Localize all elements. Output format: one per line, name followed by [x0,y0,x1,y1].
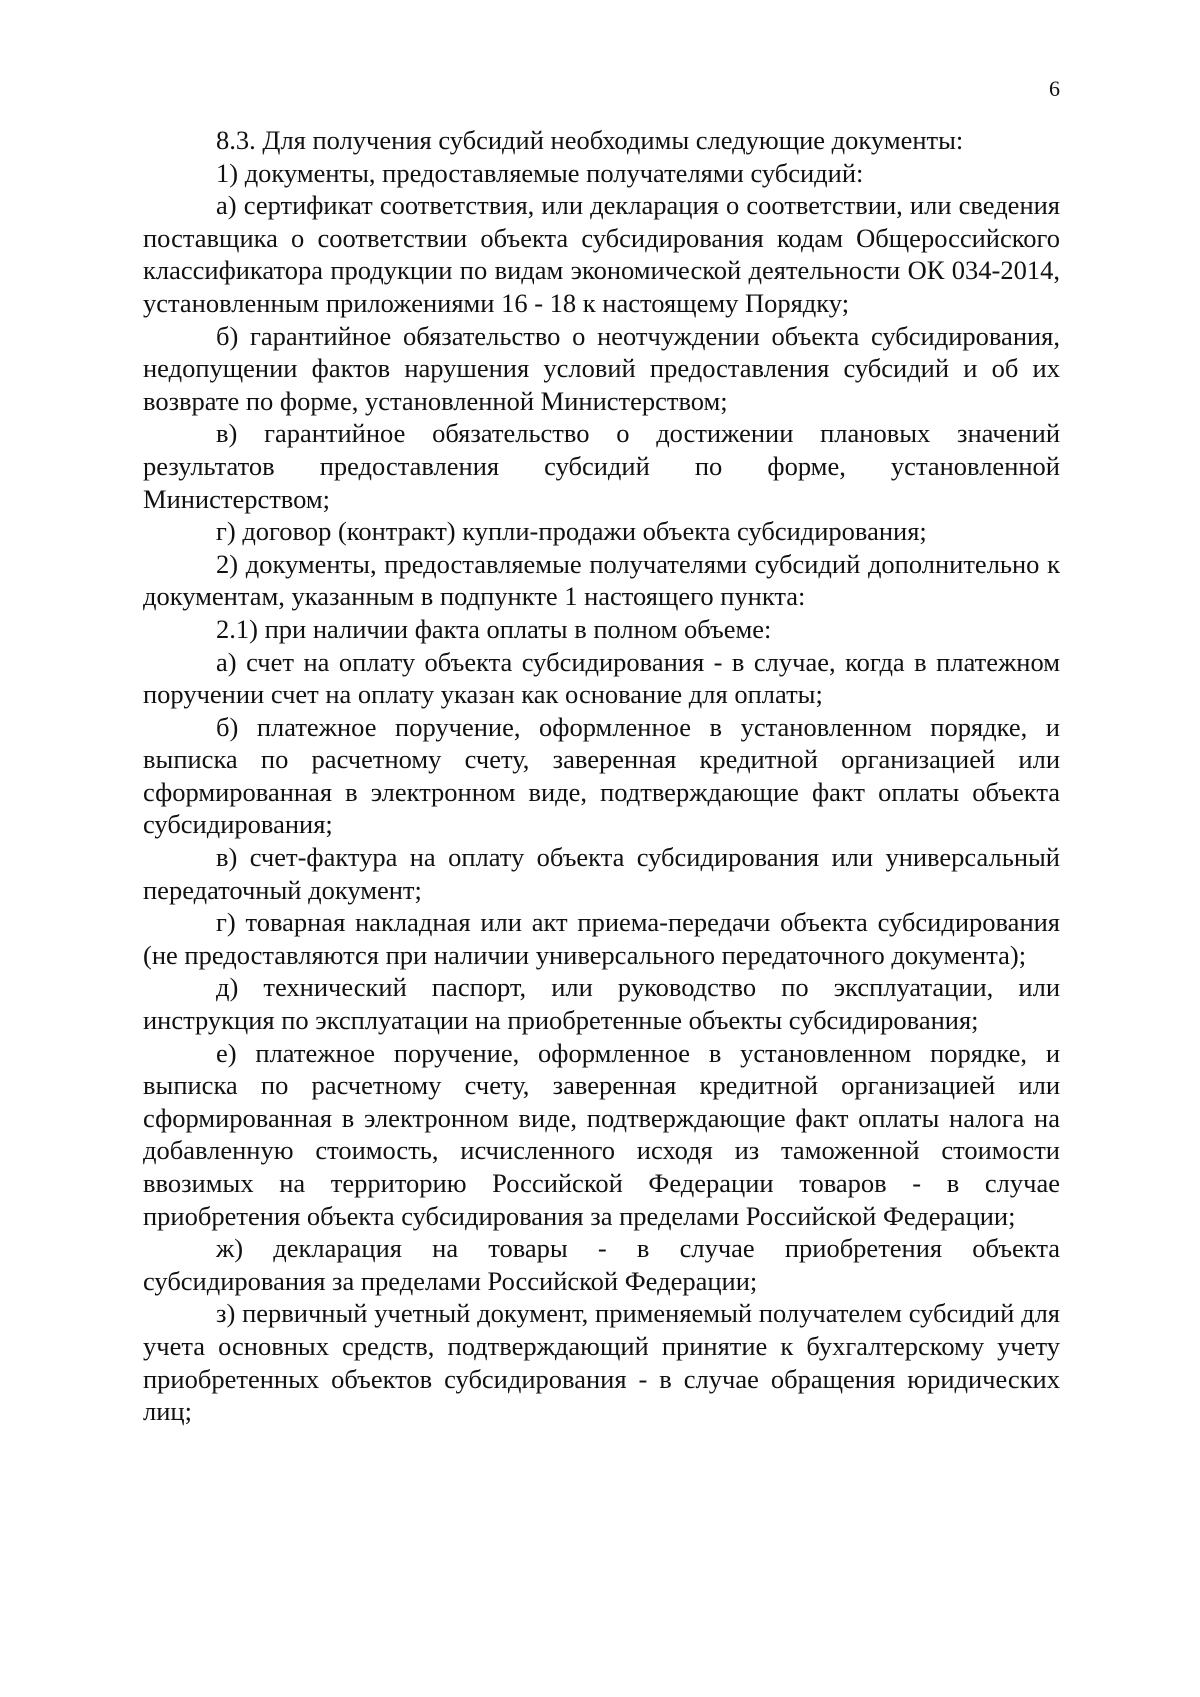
paragraph-item-1: 1) документы, предоставляемые получателями субсидий: [216,157,864,188]
paragraph-item-2-1: 2.1) при наличии факта оплаты в полном объеме: [216,613,772,644]
paragraph-item-1v: в) гарантийное обязательство о достижении плановых значений результатов предоставления субсидий по форме, установленной Министерством; [143,418,1060,514]
paragraph-item-1b: б) гарантийное обязательство о неотчуждении объекта субсидирования, недопущении фактов нарушения условий предоставления субсидий и об их возврате по форме, установленной Министерством; [143,320,1060,416]
paragraph-item-2-1b: б) платежное поручение, оформленное в установленном порядке, и выписка по расчетному счету, заверенная кредитной организацией или сформированная в электронном виде, подтверждающие факт оплаты объекта субсидирования; [143,711,1060,840]
paragraph-item-2-1e: е) платежное поручение, оформленное в установленном порядке, и выписка по расчетному счету, заверенная кредитной организацией или сформированная в электронном виде, подтверждающие факт оплаты налога на добавленную стоимость, исчисленного исходя из таможенной стоимости ввозимых на территорию Российской Федерации товаров - в случае приобретения объекта субсидирования за пределами Российской Федерации; [143,1037,1060,1231]
paragraph-item-2-1z: з) первичный учетный документ, применяемый получателем субсидий для учета основных средств, подтверждающий принятие к бухгалтерскому учету приобретенных объектов субсидирования - в случае обращения юридических лиц; [143,1298,1060,1427]
paragraph-item-2-1d: д) технический паспорт, или руководство по эксплуатации, или инструкция по эксплуатации на приобретенные объекты субсидирования; [143,972,1060,1036]
paragraph-item-2-1a: а) счет на оплату объекта субсидирования - в случае, когда в платежном поручении счет на оплату указан как основание для оплаты; [143,646,1060,710]
document-body [143,124,1060,1428]
paragraph-item-2-1v: в) счет-фактура на оплату объекта субсидирования или универсальный передаточный документ; [143,842,1060,905]
paragraph-8-3-heading: 8.3. Для получения субсидий необходимы следующие документы: [216,125,964,155]
paragraph-item-1a: а) сертификат соответствия, или декларация о соответствии, или сведения поставщика о соответствии объекта субсидирования кодам Общероссийского классификатора продукции по видам экономической деятельности ОК 034-2014, установленным приложениями 16 - 18 к настоящему Порядку; [143,190,1060,318]
paragraph-item-1g: г) договор (контракт) купли-продажи объекта субсидирования; [216,516,927,547]
paragraph-item-2-1zh: ж) декларация на товары - в случае приобретения объекта субсидирования за пределами Российской Федерации; [143,1233,1060,1296]
paragraph-item-2-1g: г) товарная накладная или акт приема-передачи объекта субсидирования (не предоставляются при наличии универсального передаточного документа); [143,907,1060,970]
page-number: 6 [1049,76,1060,101]
paragraph-item-2: 2) документы, предоставляемые получателями субсидий дополнительно к документам, указанным в подпункте 1 настоящего пункта: [143,548,1060,612]
